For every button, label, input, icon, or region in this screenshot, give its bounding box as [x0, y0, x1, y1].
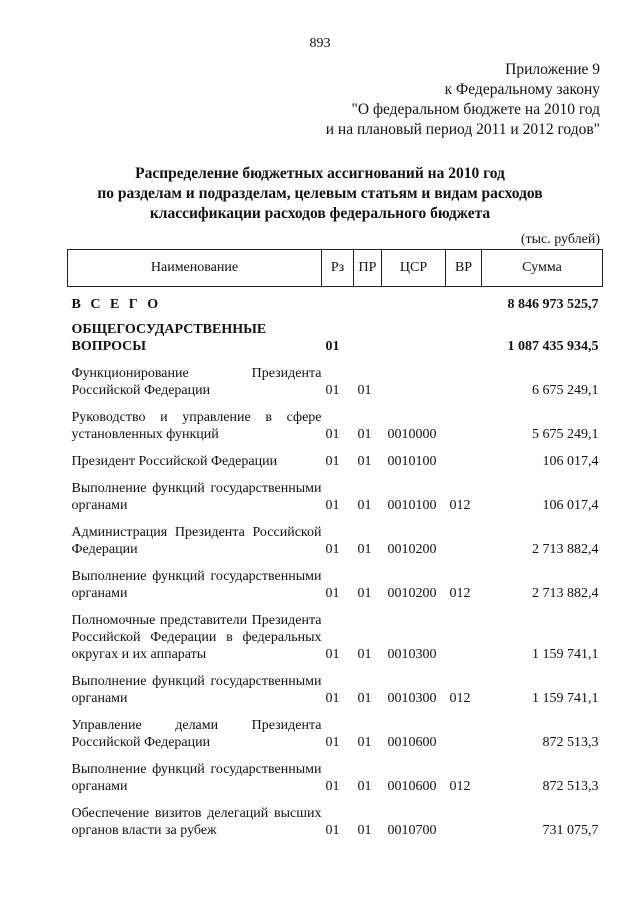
row-vr: 012 [449, 691, 471, 706]
document-title [40, 164, 600, 224]
row-sum: 1 159 741,1 [532, 691, 599, 706]
row-name: В С Е Г О [71, 297, 162, 312]
table-row [68, 401, 603, 445]
budget-table [67, 249, 603, 841]
table-row [68, 445, 603, 472]
row-sum: 5 675 249,1 [532, 427, 599, 442]
row-rz: 01 [325, 427, 340, 442]
header-rz: Рз [322, 250, 354, 287]
row-csr: 0010600 [387, 779, 437, 794]
row-pr: 01 [357, 427, 372, 442]
row-rz: 01 [325, 735, 340, 750]
row-rz: 01 [325, 647, 340, 662]
header-vr: ВР [446, 250, 482, 287]
row-rz: 01 [325, 586, 340, 601]
row-csr: 0010000 [387, 427, 437, 442]
row-vr: 012 [449, 779, 471, 794]
row-sum: 1 087 435 934,5 [507, 339, 599, 354]
row-csr: 0010200 [387, 542, 437, 557]
row-vr [446, 516, 482, 560]
row-vr [446, 709, 482, 753]
row-csr: 0010300 [387, 647, 437, 662]
row-name: ОБЩЕГОСУДАРСТВЕННЫЕ ВОПРОСЫ [71, 322, 267, 354]
row-name-text: Руководство и управление в сфере установленных функций [71, 410, 322, 442]
row-pr: 01 [357, 542, 372, 557]
header-name: Наименование [68, 250, 322, 287]
row-name-text: Выполнение функций государственными органами [71, 674, 322, 706]
table-row [68, 472, 603, 516]
row-rz: 01 [325, 339, 340, 354]
row-vr [446, 401, 482, 445]
row-name-text: Администрация Президента Российской Федерации [71, 525, 322, 557]
row-rz: 01 [325, 498, 340, 513]
row-pr: 01 [357, 383, 372, 398]
row-name [68, 665, 322, 709]
row-rz [322, 287, 354, 314]
row-sum: 872 513,3 [542, 735, 599, 750]
row-sum: 6 675 249,1 [532, 383, 599, 398]
row-sum: 2 713 882,4 [532, 542, 599, 557]
row-sum: 2 713 882,4 [532, 586, 599, 601]
units-note: (тыс. рублей) [520, 232, 600, 247]
row-name [68, 516, 322, 560]
table-row [68, 516, 603, 560]
row-csr [382, 357, 446, 401]
row-name [68, 357, 322, 401]
row-rz: 01 [325, 542, 340, 557]
row-name [68, 472, 322, 516]
row-vr [446, 604, 482, 665]
row-name [68, 445, 322, 472]
header-csr: ЦСР [382, 250, 446, 287]
row-rz: 01 [325, 823, 340, 838]
row-sum: 106 017,4 [542, 498, 599, 513]
row-name-text: Обеспечение визитов делегаций высших органов власти за рубеж [71, 806, 322, 838]
row-name-text: Управление делами Президента Российской Федерации [71, 718, 322, 750]
appendix-header [326, 60, 600, 140]
row-pr: 01 [357, 691, 372, 706]
row-rz: 01 [325, 691, 340, 706]
row-csr: 0010100 [387, 498, 437, 513]
row-name [68, 797, 322, 841]
row-rz: 01 [325, 779, 340, 794]
row-vr [446, 313, 482, 357]
row-sum: 872 513,3 [542, 779, 599, 794]
row-name [68, 560, 322, 604]
table-row [68, 604, 603, 665]
table-row [68, 665, 603, 709]
row-name-text: Выполнение функций государственными органами [71, 762, 322, 794]
row-name [68, 604, 322, 665]
row-pr: 01 [357, 498, 372, 513]
table-row [68, 797, 603, 841]
row-vr: 012 [449, 498, 471, 513]
row-name [68, 401, 322, 445]
row-pr: 01 [357, 647, 372, 662]
row-csr: 0010700 [387, 823, 437, 838]
row-sum: 8 846 973 525,7 [507, 297, 599, 312]
appendix-line: "О федеральном бюджете на 2010 год [351, 101, 600, 118]
appendix-line: к Федеральному закону [444, 81, 600, 98]
row-name-text: Полномочные представители Президента Российской Федерации в федеральных округах и их аппараты [71, 613, 322, 662]
row-pr: 01 [357, 586, 372, 601]
table-row-total [68, 287, 603, 314]
row-name-text: Выполнение функций государственными органами [71, 569, 322, 601]
header-sum: Сумма [482, 250, 603, 287]
row-name-text: Функционирование Президента Российской Федерации [71, 366, 322, 398]
row-csr [382, 313, 446, 357]
row-sum: 1 159 741,1 [532, 647, 599, 662]
row-vr [446, 445, 482, 472]
row-csr: 0010300 [387, 691, 437, 706]
row-pr: 01 [357, 735, 372, 750]
row-csr: 0010100 [387, 454, 437, 469]
row-csr: 0010600 [387, 735, 437, 750]
title-line: Распределение бюджетных ассигнований на 2010 год [135, 165, 505, 182]
page-number: 893 [309, 36, 331, 51]
row-name [68, 753, 322, 797]
table-header-row [68, 250, 603, 287]
row-vr [446, 357, 482, 401]
row-pr: 01 [357, 823, 372, 838]
row-pr [354, 287, 382, 314]
title-line: по разделам и подразделам, целевым статьям и видам расходов [97, 185, 543, 202]
row-vr [446, 797, 482, 841]
row-pr: 01 [357, 454, 372, 469]
row-pr [354, 313, 382, 357]
row-vr: 012 [449, 586, 471, 601]
row-sum: 106 017,4 [542, 454, 599, 469]
header-pr: ПР [354, 250, 382, 287]
table-row [68, 753, 603, 797]
table-row-section [68, 313, 603, 357]
table-row [68, 357, 603, 401]
row-csr: 0010200 [387, 586, 437, 601]
row-pr: 01 [357, 779, 372, 794]
appendix-line: Приложение 9 [505, 61, 600, 78]
row-name-text: Выполнение функций государственными органами [71, 481, 322, 513]
row-sum: 731 075,7 [542, 823, 599, 838]
row-rz: 01 [325, 454, 340, 469]
row-name-text: Президент Российской Федерации [71, 454, 278, 469]
table-row [68, 709, 603, 753]
appendix-line: и на плановый период 2011 и 2012 годов" [325, 121, 600, 138]
row-vr [446, 287, 482, 314]
row-name [68, 709, 322, 753]
title-line: классификации расходов федерального бюджета [149, 205, 491, 222]
table-row [68, 560, 603, 604]
row-csr [382, 287, 446, 314]
row-rz: 01 [325, 383, 340, 398]
